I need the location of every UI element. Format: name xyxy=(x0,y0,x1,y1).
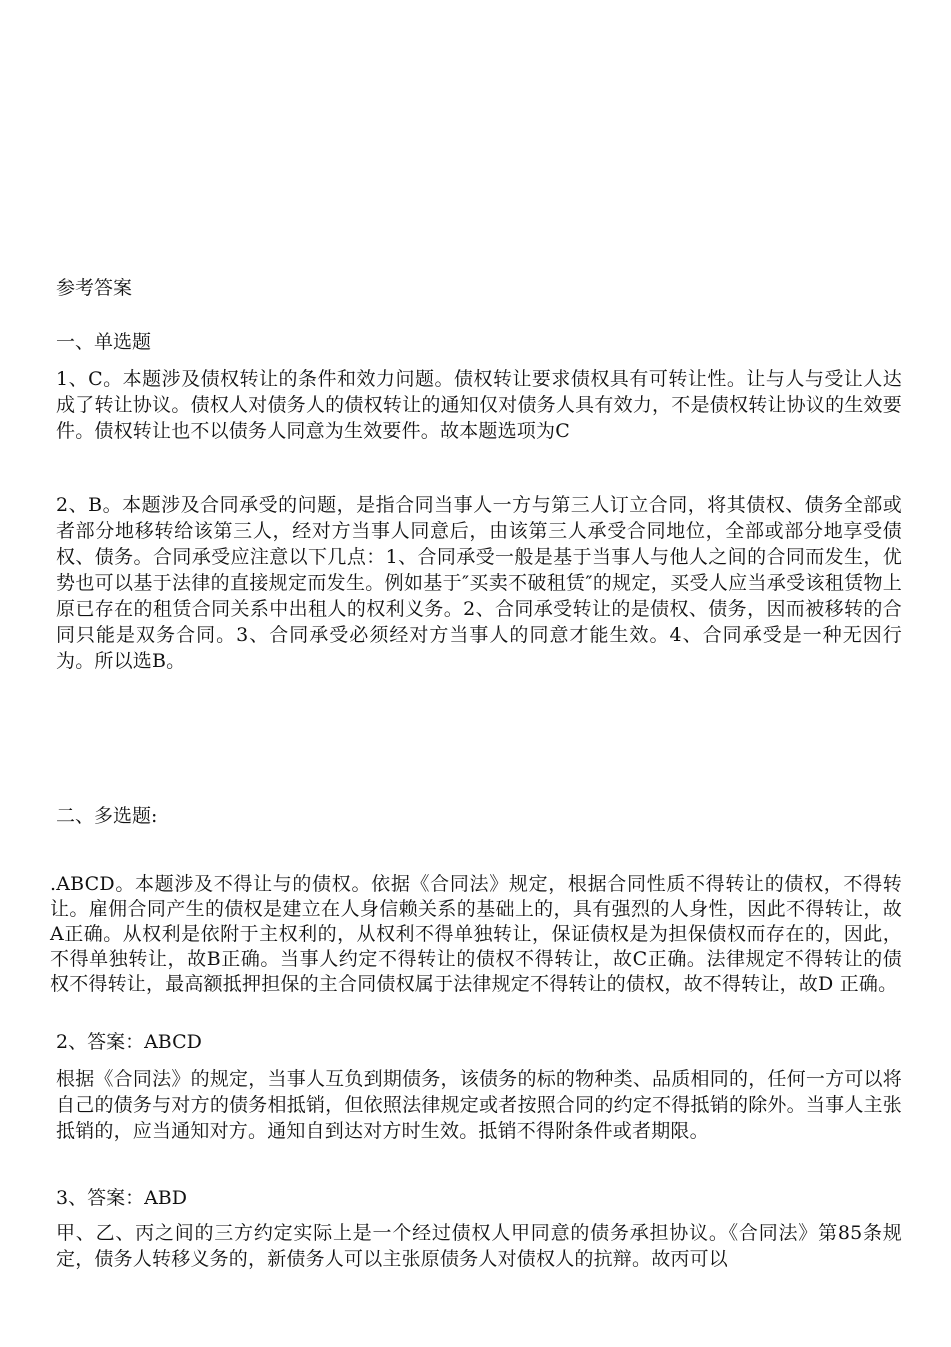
single-choice-answer-1: 1、C。本题涉及债权转让的条件和效力问题。债权转让要求债权具有可转让性。让与人与受让人达成了转让协议。债权人对债务人的债权转让的通知仅对债务人具有效力，不是债权转让协议的生效要件。债权转让也不以债务人同意为生效要件。故本题选项为C xyxy=(56,368,902,442)
multiple-choice-answer-2: 根据《合同法》的规定，当事人互负到期债务，该债务的标的物种类、品质相同的，任何一方可以将自己的债务与对方的债务相抵销，但依照法律规定或者按照合同的约定不得抵销的除外。当事人主张抵销的，应当通知对方。通知自到达对方时生效。抵销不得附条件或者期限。 xyxy=(56,1068,902,1142)
section-multiple-choice: 二、多选题: xyxy=(56,805,158,827)
multiple-choice-answer-1: .ABCD。本题涉及不得让与的债权。依据《合同法》规定，根据合同性质不得转让的债权，不得转让。雇佣合同产生的债权是建立在人身信赖关系的基础上的，具有强烈的人身性，因此不得转让，故A正确。从权利是依附于主权利的，从权利不得单独转让，保证债权是为担保债权而存在的，因此，不得单独转让，故B正确。当事人约定不得转让的债权不得转让，故C正确。法律规定不得转让的债权不得转让，最高额抵押担保的主合同债权属于法律规定不得转让的债权，故不得转让，故D 正确。 xyxy=(50,873,902,995)
answer-title: 参考答案 xyxy=(56,277,133,299)
multiple-choice-answer-3: 甲、乙、丙之间的三方约定实际上是一个经过债权人甲同意的债务承担协议。《合同法》第85条规定，债务人转移义务的，新债务人可以主张原债务人对债权人的抗辩。故丙可以 xyxy=(56,1222,902,1270)
single-choice-answer-2: 2、B。本题涉及合同承受的问题，是指合同当事人一方与第三人订立合同，将其债权、债务全部或者部分地移转给该第三人，经对方当事人同意后，由该第三人承受合同地位，全部或部分地享受债权、债务。合同承受应注意以下几点：1、合同承受一般是基于当事人与他人之间的合同而发生，优势也可以基于法律的直接规定而发生。例如基于″买卖不破租赁″的规定，买受人应当承受该租赁物上原已存在的租赁合同关系中出租人的权利义务。2、合同承受转让的是债权、债务，因而被移转的合同只能是双务合同。3、合同承受必须经对方当事人的同意才能生效。4、合同承受是一种无因行为。所以选B。 xyxy=(56,494,902,672)
multiple-choice-label-2: 2、答案：ABCD xyxy=(56,1031,202,1053)
multiple-choice-label-3: 3、答案：ABD xyxy=(56,1187,188,1209)
section-single-choice: 一、单选题 xyxy=(56,331,152,353)
